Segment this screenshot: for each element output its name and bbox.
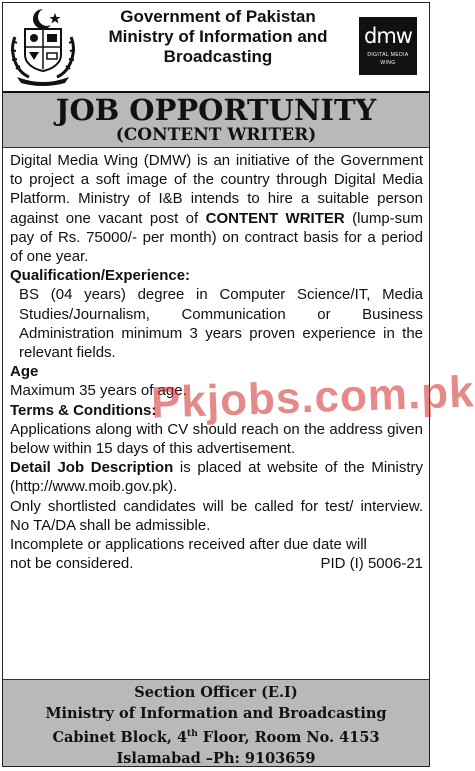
footer-address-sup: th xyxy=(187,729,198,739)
pid-number: PID (I) 5006-21 xyxy=(320,555,423,573)
detail-label: Detail Job Description xyxy=(10,459,174,477)
post-name: CONTENT WRITER xyxy=(205,209,345,227)
ministry-name-line1: Ministry of Information and xyxy=(108,27,328,46)
terms-paragraph-4a: Incomplete or applications received after due date will xyxy=(10,536,367,554)
contact-footer xyxy=(3,679,429,766)
qualification-heading: Qualification/Experience: xyxy=(10,267,191,285)
terms-paragraph-4b xyxy=(10,554,423,573)
advertisement-body xyxy=(3,148,475,573)
footer-ministry: Ministry of Information and Broadcasting xyxy=(45,705,387,722)
government-name: Government of Pakistan xyxy=(120,7,316,26)
intro-paragraph xyxy=(10,151,423,266)
dmw-logo-text: dmw xyxy=(364,24,412,48)
footer-address-b: Floor, Room No. 4153 xyxy=(197,728,380,746)
watermark: Pkjobs.com.pk xyxy=(150,367,475,428)
job-title-heading: JOB OPPORTUNITY xyxy=(55,93,377,127)
header xyxy=(3,3,429,93)
intro-text-1: Digital Media Wing (DMW) is an initiative of the Government to project a soft image of the country through Digital Media Platform. Ministry of I&B intends to hire a suitable person against one vacant post of xyxy=(10,152,423,227)
advertisement xyxy=(2,2,475,767)
age-heading: Age xyxy=(10,363,39,381)
ministry-name-line2: Broadcasting xyxy=(163,47,273,66)
position-subtitle: (CONTENT WRITER) xyxy=(115,125,317,145)
issuing-authority xyxy=(83,7,353,67)
dmw-logo xyxy=(359,17,417,75)
terms-heading: Terms & Conditions: xyxy=(10,401,157,419)
terms-paragraph-3: Only shortlisted candidates will be called for test/ interview. No TA/DA shall be admissible. xyxy=(10,497,423,534)
footer-city-phone: Islamabad –Ph: 9103659 xyxy=(116,749,316,767)
terms-paragraph-1: Applications along with CV should reach on the address given below within 15 days of this advertisement. xyxy=(10,420,423,458)
qualification-text: BS (04 years) degree in Computer Science/IT, Media Studies/Journalism, Communication or Business Administration minimum 3 years proven experience in the relevant fields. xyxy=(19,286,423,362)
terms-paragraph-4b-text: not be considered. xyxy=(10,555,134,573)
officer-title: Section Officer (E.I) xyxy=(134,684,298,701)
terms-paragraph-2 xyxy=(10,458,423,496)
age-text: Maximum 35 years of age. xyxy=(10,382,187,400)
dmw-logo-subtext: DIGITAL MEDIA WING xyxy=(367,52,409,66)
footer-address-a: Cabinet Block, 4 xyxy=(52,728,188,746)
footer-address xyxy=(3,724,429,748)
intro-text-2: (lump-sum pay of Rs. 75000/- per month) on contract basis for a period of one year. xyxy=(10,209,423,266)
title-band xyxy=(3,93,429,148)
state-emblem-icon xyxy=(9,7,77,87)
detail-text: is placed at website of the Ministry (http://www.moib.gov.pk). xyxy=(10,459,423,496)
